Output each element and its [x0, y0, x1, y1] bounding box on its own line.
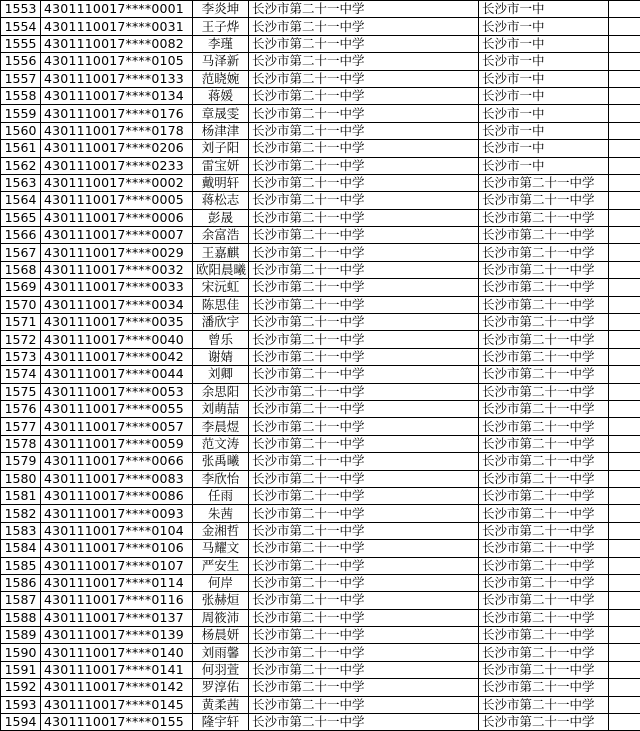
name-cell: 何羽萱 — [193, 661, 249, 678]
admitted-school-cell: 长沙市第二十一中学 — [479, 574, 609, 591]
origin-school-cell: 长沙市第二十一中学 — [249, 331, 479, 348]
name-cell: 王子烨 — [193, 18, 249, 35]
name-cell: 张赫烜 — [193, 592, 249, 609]
admitted-school-cell: 长沙市第二十一中学 — [479, 400, 609, 417]
seq-cell: 1589 — [1, 627, 41, 644]
admitted-school-cell: 长沙市第二十一中学 — [479, 192, 609, 209]
origin-school-cell: 长沙市第二十一中学 — [249, 696, 479, 713]
admitted-school-cell: 长沙市一中 — [479, 140, 609, 157]
name-cell: 蒋媛 — [193, 87, 249, 104]
origin-school-cell: 长沙市第二十一中学 — [249, 557, 479, 574]
table-row — [1, 227, 640, 244]
empty-cell — [609, 540, 640, 557]
name-cell: 欧阳晨曦 — [193, 261, 249, 278]
admitted-school-cell: 长沙市第二十一中学 — [479, 696, 609, 713]
table-row — [1, 540, 640, 557]
empty-cell — [609, 192, 640, 209]
name-cell: 张禹曦 — [193, 453, 249, 470]
origin-school-cell: 长沙市第二十一中学 — [249, 453, 479, 470]
table-row — [1, 557, 640, 574]
empty-cell — [609, 314, 640, 331]
empty-cell — [609, 418, 640, 435]
seq-cell: 1576 — [1, 400, 41, 417]
admitted-school-cell: 长沙市第二十一中学 — [479, 609, 609, 626]
empty-cell — [609, 18, 640, 35]
empty-cell — [609, 453, 640, 470]
seq-cell: 1590 — [1, 644, 41, 661]
table-row — [1, 453, 640, 470]
seq-cell: 1556 — [1, 53, 41, 70]
empty-cell — [609, 609, 640, 626]
name-cell: 蒋松志 — [193, 192, 249, 209]
name-cell: 刘子阳 — [193, 140, 249, 157]
table-row — [1, 192, 640, 209]
id-cell: 4301110017****0005 — [41, 192, 193, 209]
table-row — [1, 505, 640, 522]
empty-cell — [609, 522, 640, 539]
seq-cell: 1583 — [1, 522, 41, 539]
id-cell: 4301110017****0055 — [41, 400, 193, 417]
id-cell: 4301110017****0142 — [41, 679, 193, 696]
id-cell: 4301110017****0105 — [41, 53, 193, 70]
origin-school-cell: 长沙市第二十一中学 — [249, 505, 479, 522]
admitted-school-cell: 长沙市第二十一中学 — [479, 435, 609, 452]
admitted-school-cell: 长沙市一中 — [479, 18, 609, 35]
origin-school-cell: 长沙市第二十一中学 — [249, 348, 479, 365]
seq-cell: 1574 — [1, 366, 41, 383]
id-cell: 4301110017****0033 — [41, 279, 193, 296]
origin-school-cell: 长沙市第二十一中学 — [249, 244, 479, 261]
name-cell: 何岸 — [193, 574, 249, 591]
admitted-school-cell: 长沙市第二十一中学 — [479, 418, 609, 435]
seq-cell: 1553 — [1, 1, 41, 18]
id-cell: 4301110017****0059 — [41, 435, 193, 452]
id-cell: 4301110017****0044 — [41, 366, 193, 383]
table-row — [1, 487, 640, 504]
admitted-school-cell: 长沙市一中 — [479, 122, 609, 139]
admitted-school-cell: 长沙市第二十一中学 — [479, 505, 609, 522]
name-cell: 李炎坤 — [193, 1, 249, 18]
name-cell: 谢婧 — [193, 348, 249, 365]
table-row — [1, 522, 640, 539]
name-cell: 范文涛 — [193, 435, 249, 452]
seq-cell: 1572 — [1, 331, 41, 348]
id-cell: 4301110017****0093 — [41, 505, 193, 522]
admitted-school-cell: 长沙市第二十一中学 — [479, 244, 609, 261]
name-cell: 朱茜 — [193, 505, 249, 522]
empty-cell — [609, 227, 640, 244]
table-row — [1, 87, 640, 104]
seq-cell: 1578 — [1, 435, 41, 452]
origin-school-cell: 长沙市第二十一中学 — [249, 174, 479, 191]
origin-school-cell: 长沙市第二十一中学 — [249, 296, 479, 313]
empty-cell — [609, 244, 640, 261]
name-cell: 曾乐 — [193, 331, 249, 348]
seq-cell: 1566 — [1, 227, 41, 244]
table-row — [1, 70, 640, 87]
empty-cell — [609, 87, 640, 104]
empty-cell — [609, 261, 640, 278]
empty-cell — [609, 592, 640, 609]
name-cell: 余思阳 — [193, 383, 249, 400]
table-row — [1, 279, 640, 296]
seq-cell: 1570 — [1, 296, 41, 313]
seq-cell: 1579 — [1, 453, 41, 470]
table-row — [1, 157, 640, 174]
admitted-school-cell: 长沙市第二十一中学 — [479, 296, 609, 313]
origin-school-cell: 长沙市第二十一中学 — [249, 105, 479, 122]
empty-cell — [609, 627, 640, 644]
id-cell: 4301110017****0001 — [41, 1, 193, 18]
seq-cell: 1593 — [1, 696, 41, 713]
id-cell: 4301110017****0233 — [41, 157, 193, 174]
seq-cell: 1568 — [1, 261, 41, 278]
name-cell: 金湘哲 — [193, 522, 249, 539]
empty-cell — [609, 644, 640, 661]
origin-school-cell: 长沙市第二十一中学 — [249, 435, 479, 452]
table-row — [1, 418, 640, 435]
origin-school-cell: 长沙市第二十一中学 — [249, 122, 479, 139]
name-cell: 罗淳佑 — [193, 679, 249, 696]
origin-school-cell: 长沙市第二十一中学 — [249, 314, 479, 331]
id-cell: 4301110017****0106 — [41, 540, 193, 557]
seq-cell: 1575 — [1, 383, 41, 400]
origin-school-cell: 长沙市第二十一中学 — [249, 400, 479, 417]
seq-cell: 1561 — [1, 140, 41, 157]
id-cell: 4301110017****0042 — [41, 348, 193, 365]
id-cell: 4301110017****0206 — [41, 140, 193, 157]
id-cell: 4301110017****0116 — [41, 592, 193, 609]
admitted-school-cell: 长沙市一中 — [479, 87, 609, 104]
admitted-school-cell: 长沙市第二十一中学 — [479, 331, 609, 348]
seq-cell: 1587 — [1, 592, 41, 609]
empty-cell — [609, 35, 640, 52]
empty-cell — [609, 661, 640, 678]
seq-cell: 1567 — [1, 244, 41, 261]
id-cell: 4301110017****0032 — [41, 261, 193, 278]
name-cell: 李瑾 — [193, 35, 249, 52]
admitted-school-cell: 长沙市一中 — [479, 35, 609, 52]
admitted-school-cell: 长沙市第二十一中学 — [479, 366, 609, 383]
name-cell: 刘卿 — [193, 366, 249, 383]
table-row — [1, 400, 640, 417]
empty-cell — [609, 383, 640, 400]
table-row — [1, 35, 640, 52]
origin-school-cell: 长沙市第二十一中学 — [249, 366, 479, 383]
empty-cell — [609, 174, 640, 191]
name-cell: 王嘉麒 — [193, 244, 249, 261]
seq-cell: 1588 — [1, 609, 41, 626]
id-cell: 4301110017****0057 — [41, 418, 193, 435]
name-cell: 杨津津 — [193, 122, 249, 139]
admitted-school-cell: 长沙市第二十一中学 — [479, 644, 609, 661]
empty-cell — [609, 140, 640, 157]
origin-school-cell: 长沙市第二十一中学 — [249, 487, 479, 504]
name-cell: 陈思佳 — [193, 296, 249, 313]
empty-cell — [609, 122, 640, 139]
id-cell: 4301110017****0029 — [41, 244, 193, 261]
id-cell: 4301110017****0134 — [41, 87, 193, 104]
empty-cell — [609, 435, 640, 452]
origin-school-cell: 长沙市第二十一中学 — [249, 192, 479, 209]
name-cell: 彭晟 — [193, 209, 249, 226]
seq-cell: 1557 — [1, 70, 41, 87]
seq-cell: 1554 — [1, 18, 41, 35]
seq-cell: 1586 — [1, 574, 41, 591]
origin-school-cell: 长沙市第二十一中学 — [249, 35, 479, 52]
table-row — [1, 366, 640, 383]
empty-cell — [609, 1, 640, 18]
empty-cell — [609, 714, 640, 731]
id-cell: 4301110017****0133 — [41, 70, 193, 87]
table-row — [1, 609, 640, 626]
admitted-school-cell: 长沙市第二十一中学 — [479, 470, 609, 487]
name-cell: 马泽新 — [193, 53, 249, 70]
table-row — [1, 661, 640, 678]
id-cell: 4301110017****0031 — [41, 18, 193, 35]
seq-cell: 1562 — [1, 157, 41, 174]
admitted-school-cell: 长沙市第二十一中学 — [479, 627, 609, 644]
table-row — [1, 18, 640, 35]
origin-school-cell: 长沙市第二十一中学 — [249, 261, 479, 278]
name-cell: 刘雨馨 — [193, 644, 249, 661]
origin-school-cell: 长沙市第二十一中学 — [249, 383, 479, 400]
id-cell: 4301110017****0035 — [41, 314, 193, 331]
origin-school-cell: 长沙市第二十一中学 — [249, 1, 479, 18]
admitted-school-cell: 长沙市第二十一中学 — [479, 592, 609, 609]
name-cell: 潘欣宇 — [193, 314, 249, 331]
admitted-school-cell: 长沙市第二十一中学 — [479, 453, 609, 470]
admitted-school-cell: 长沙市第二十一中学 — [479, 557, 609, 574]
id-cell: 4301110017****0066 — [41, 453, 193, 470]
empty-cell — [609, 157, 640, 174]
admitted-school-cell: 长沙市一中 — [479, 53, 609, 70]
seq-cell: 1594 — [1, 714, 41, 731]
empty-cell — [609, 679, 640, 696]
name-cell: 雷宝妍 — [193, 157, 249, 174]
name-cell: 章晟雯 — [193, 105, 249, 122]
empty-cell — [609, 209, 640, 226]
origin-school-cell: 长沙市第二十一中学 — [249, 644, 479, 661]
admitted-school-cell: 长沙市第二十一中学 — [479, 522, 609, 539]
seq-cell: 1580 — [1, 470, 41, 487]
empty-cell — [609, 557, 640, 574]
table-row — [1, 574, 640, 591]
id-cell: 4301110017****0007 — [41, 227, 193, 244]
table-row — [1, 435, 640, 452]
table-row — [1, 174, 640, 191]
origin-school-cell: 长沙市第二十一中学 — [249, 18, 479, 35]
seq-cell: 1564 — [1, 192, 41, 209]
admitted-school-cell: 长沙市一中 — [479, 157, 609, 174]
empty-cell — [609, 470, 640, 487]
seq-cell: 1569 — [1, 279, 41, 296]
admitted-school-cell: 长沙市第二十一中学 — [479, 661, 609, 678]
origin-school-cell: 长沙市第二十一中学 — [249, 522, 479, 539]
origin-school-cell: 长沙市第二十一中学 — [249, 470, 479, 487]
table-row — [1, 209, 640, 226]
table-row — [1, 696, 640, 713]
admitted-school-cell: 长沙市一中 — [479, 1, 609, 18]
seq-cell: 1573 — [1, 348, 41, 365]
name-cell: 周筱沛 — [193, 609, 249, 626]
admitted-school-cell: 长沙市第二十一中学 — [479, 348, 609, 365]
admitted-school-cell: 长沙市第二十一中学 — [479, 383, 609, 400]
id-cell: 4301110017****0040 — [41, 331, 193, 348]
seq-cell: 1592 — [1, 679, 41, 696]
empty-cell — [609, 400, 640, 417]
table-row — [1, 244, 640, 261]
admitted-school-cell: 长沙市第二十一中学 — [479, 261, 609, 278]
id-cell: 4301110017****0145 — [41, 696, 193, 713]
origin-school-cell: 长沙市第二十一中学 — [249, 157, 479, 174]
origin-school-cell: 长沙市第二十一中学 — [249, 209, 479, 226]
table-row — [1, 296, 640, 313]
empty-cell — [609, 348, 640, 365]
table-row — [1, 714, 640, 731]
table-row — [1, 348, 640, 365]
table-row — [1, 314, 640, 331]
empty-cell — [609, 366, 640, 383]
id-cell: 4301110017****0139 — [41, 627, 193, 644]
empty-cell — [609, 696, 640, 713]
admitted-school-cell: 长沙市一中 — [479, 70, 609, 87]
origin-school-cell: 长沙市第二十一中学 — [249, 87, 479, 104]
name-cell: 宋沅虹 — [193, 279, 249, 296]
table-row — [1, 383, 640, 400]
empty-cell — [609, 105, 640, 122]
id-cell: 4301110017****0155 — [41, 714, 193, 731]
name-cell: 范晓婉 — [193, 70, 249, 87]
origin-school-cell: 长沙市第二十一中学 — [249, 279, 479, 296]
origin-school-cell: 长沙市第二十一中学 — [249, 418, 479, 435]
name-cell: 李晨煜 — [193, 418, 249, 435]
empty-cell — [609, 505, 640, 522]
table-row — [1, 592, 640, 609]
name-cell: 刘萌喆 — [193, 400, 249, 417]
id-cell: 4301110017****0034 — [41, 296, 193, 313]
admitted-school-cell: 长沙市第二十一中学 — [479, 314, 609, 331]
id-cell: 4301110017****0137 — [41, 609, 193, 626]
id-cell: 4301110017****0002 — [41, 174, 193, 191]
origin-school-cell: 长沙市第二十一中学 — [249, 592, 479, 609]
id-cell: 4301110017****0178 — [41, 122, 193, 139]
id-cell: 4301110017****0140 — [41, 644, 193, 661]
origin-school-cell: 长沙市第二十一中学 — [249, 140, 479, 157]
admitted-school-cell: 长沙市第二十一中学 — [479, 540, 609, 557]
table-row — [1, 122, 640, 139]
seq-cell: 1563 — [1, 174, 41, 191]
seq-cell: 1571 — [1, 314, 41, 331]
table-row — [1, 261, 640, 278]
name-cell: 李欣怡 — [193, 470, 249, 487]
empty-cell — [609, 487, 640, 504]
name-cell: 隆宇轩 — [193, 714, 249, 731]
table-row — [1, 140, 640, 157]
admitted-school-cell: 长沙市第二十一中学 — [479, 174, 609, 191]
empty-cell — [609, 279, 640, 296]
origin-school-cell: 长沙市第二十一中学 — [249, 679, 479, 696]
name-cell: 余富浩 — [193, 227, 249, 244]
empty-cell — [609, 574, 640, 591]
origin-school-cell: 长沙市第二十一中学 — [249, 609, 479, 626]
name-cell: 杨晨妍 — [193, 627, 249, 644]
id-cell: 4301110017****0104 — [41, 522, 193, 539]
id-cell: 4301110017****0114 — [41, 574, 193, 591]
table-row — [1, 331, 640, 348]
origin-school-cell: 长沙市第二十一中学 — [249, 661, 479, 678]
empty-cell — [609, 70, 640, 87]
seq-cell: 1555 — [1, 35, 41, 52]
seq-cell: 1591 — [1, 661, 41, 678]
origin-school-cell: 长沙市第二十一中学 — [249, 714, 479, 731]
origin-school-cell: 长沙市第二十一中学 — [249, 540, 479, 557]
seq-cell: 1559 — [1, 105, 41, 122]
origin-school-cell: 长沙市第二十一中学 — [249, 627, 479, 644]
seq-cell: 1565 — [1, 209, 41, 226]
name-cell: 任雨 — [193, 487, 249, 504]
seq-cell: 1560 — [1, 122, 41, 139]
id-cell: 4301110017****0107 — [41, 557, 193, 574]
table-row — [1, 470, 640, 487]
origin-school-cell: 长沙市第二十一中学 — [249, 70, 479, 87]
admitted-school-cell: 长沙市第二十一中学 — [479, 714, 609, 731]
table-body — [1, 1, 640, 731]
name-cell: 马耀文 — [193, 540, 249, 557]
seq-cell: 1558 — [1, 87, 41, 104]
origin-school-cell: 长沙市第二十一中学 — [249, 227, 479, 244]
admitted-school-cell: 长沙市一中 — [479, 105, 609, 122]
admitted-school-cell: 长沙市第二十一中学 — [479, 679, 609, 696]
table-row — [1, 644, 640, 661]
origin-school-cell: 长沙市第二十一中学 — [249, 53, 479, 70]
admitted-school-cell: 长沙市第二十一中学 — [479, 487, 609, 504]
name-cell: 戴明轩 — [193, 174, 249, 191]
id-cell: 4301110017****0083 — [41, 470, 193, 487]
id-cell: 4301110017****0141 — [41, 661, 193, 678]
name-cell: 黄柔茜 — [193, 696, 249, 713]
seq-cell: 1577 — [1, 418, 41, 435]
origin-school-cell: 长沙市第二十一中学 — [249, 574, 479, 591]
seq-cell: 1585 — [1, 557, 41, 574]
id-cell: 4301110017****0082 — [41, 35, 193, 52]
seq-cell: 1582 — [1, 505, 41, 522]
admitted-school-cell: 长沙市第二十一中学 — [479, 209, 609, 226]
table-row — [1, 53, 640, 70]
admitted-school-cell: 长沙市第二十一中学 — [479, 227, 609, 244]
table-row — [1, 1, 640, 18]
seq-cell: 1584 — [1, 540, 41, 557]
empty-cell — [609, 53, 640, 70]
id-cell: 4301110017****0053 — [41, 383, 193, 400]
id-cell: 4301110017****0006 — [41, 209, 193, 226]
name-cell: 严安生 — [193, 557, 249, 574]
id-cell: 4301110017****0176 — [41, 105, 193, 122]
id-cell: 4301110017****0086 — [41, 487, 193, 504]
empty-cell — [609, 331, 640, 348]
empty-cell — [609, 296, 640, 313]
seq-cell: 1581 — [1, 487, 41, 504]
admitted-school-cell: 长沙市第二十一中学 — [479, 279, 609, 296]
table-row — [1, 105, 640, 122]
table-row — [1, 627, 640, 644]
table-row — [1, 679, 640, 696]
